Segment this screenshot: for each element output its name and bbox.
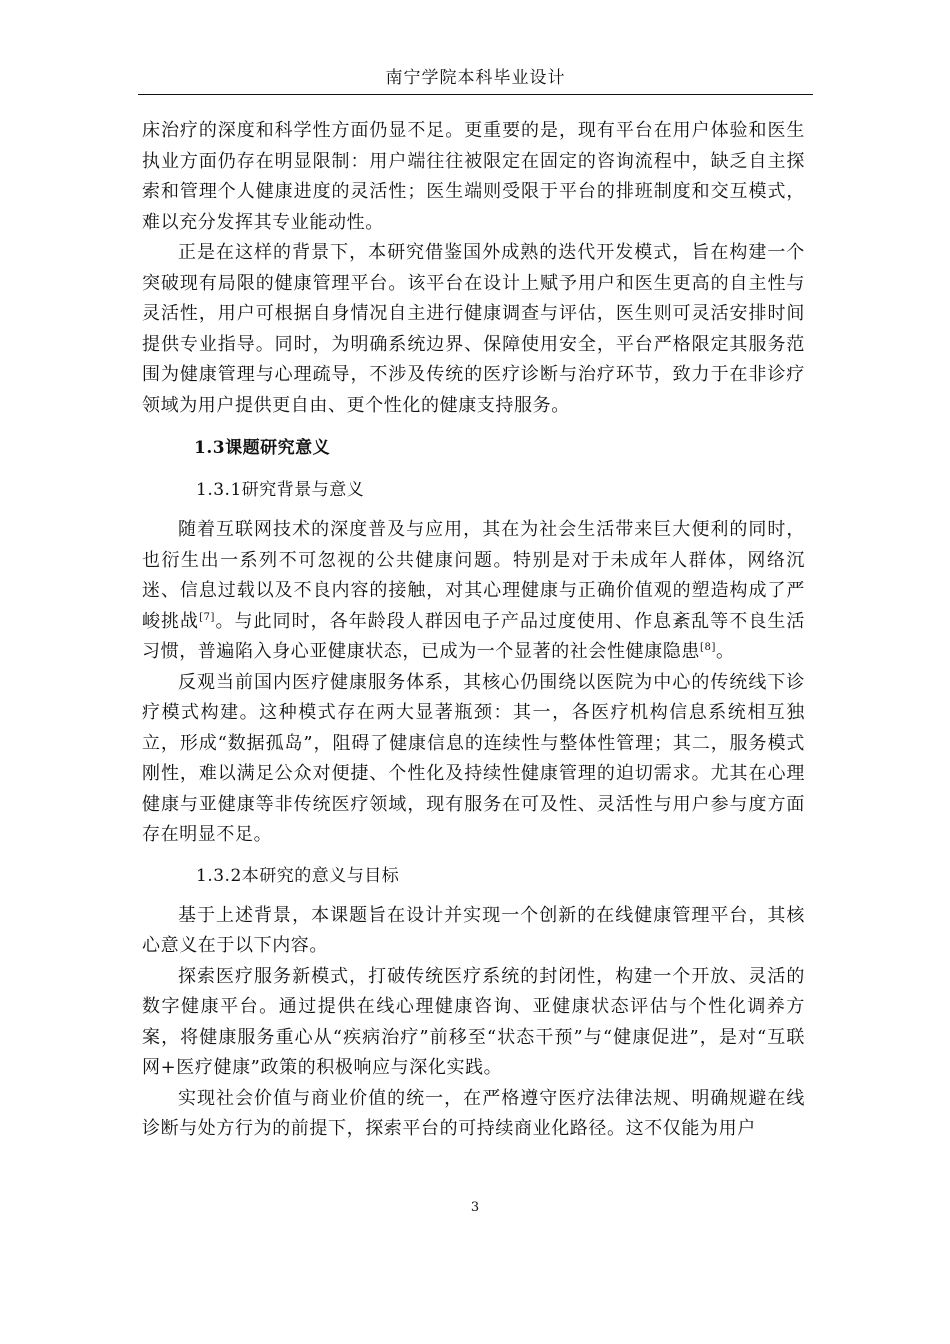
citation-ref-7: [7] (199, 611, 216, 623)
paragraph-value: 实现社会价值与商业价值的统一，在严格遵守医疗法律法规、明确规避在线诊断与处方行为的前提下，探索平台的可持续商业化路径。这不仅能为用户 (142, 1087, 805, 1139)
paragraph-text: 。与此同时，各年龄段人群因电子产品过度使用、作息紊乱等不良生活习惯，普遍陷入身心亚健康状态，已成为一个显著的社会性健康隐患 (142, 610, 805, 662)
subsection-heading-1-3-2: 1.3.2本研究的意义与目标 (196, 865, 400, 886)
paragraph-medical-system: 反观当前国内医疗健康服务体系，其核心仍围绕以医院为中心的传统线下诊疗模式构建。这种模式存在两大显著瓶颈：其一，各医疗机构信息系统相互独立，形成“数据孤岛”，阻碍了健康信息的连续性与整体性管理；其二，服务模式刚性，难以满足公众对便捷、个性化及持续性健康管理的迫切需求。尤其在心理健康与亚健康等非传统医疗领域，现有服务在可及性、灵活性与用户参与度方面存在明显不足。 (142, 671, 805, 845)
page-header-title: 南宁学院本科毕业设计 (385, 68, 566, 88)
paragraph-background: 正是在这样的背景下，本研究借鉴国外成熟的迭代开发模式，旨在构建一个突破现有局限的健康管理平台。该平台在设计上赋予用户和医生更高的自主性与灵活性，用户可根据自身情况自主进行健康调查与评估，医生则可灵活安排时间提供专业指导。同时，为明确系统边界、保障使用安全，平台严格限定其服务范围为健康管理与心理疏导，不涉及传统的医疗诊断与治疗环节，致力于在非诊疗领域为用户提供更自由、更个性化的健康支持服务。 (142, 242, 805, 416)
page-number: 3 (470, 1200, 480, 1215)
paragraph-goal-intro: 基于上述背景，本课题旨在设计并实现一个创新的在线健康管理平台，其核心意义在于以下内容。 (142, 904, 805, 956)
paragraph-new-model: 探索医疗服务新模式，打破传统医疗系统的封闭性，构建一个开放、灵活的数字健康平台。通过提供在线心理健康咨询、亚健康状态评估与个性化调养方案，将健康服务重心从“疾病治疗”前移至“状态干预”与“健康促进”，是对“互联网+医疗健康”政策的积极响应与深化实践。 (142, 965, 805, 1078)
paragraph-text: 随着互联网技术的深度普及与应用，其在为社会生活带来巨大便利的同时，也衍生出一系列不可忽视的公共健康问题。特别是对于未成年人群体，网络沉迷、信息过载以及不良内容的接触，对其心理健康与正确价值观的塑造构成了严峻挑战 (142, 519, 805, 632)
paragraph-continued: 床治疗的深度和科学性方面仍显不足。更重要的是，现有平台在用户体验和医生执业方面仍存在明显限制：用户端往往被限定在固定的咨询流程中，缺乏自主探索和管理个人健康进度的灵活性；医生端则受限于平台的排班制度和交互模式，难以充分发挥其专业能动性。 (142, 120, 805, 233)
document-body (142, 116, 805, 1145)
paragraph-text: 。 (715, 641, 735, 662)
header-divider (138, 94, 813, 95)
subsection-heading-1-3-1: 1.3.1研究背景与意义 (196, 480, 365, 500)
section-heading-1-3: 1.3课题研究意义 (194, 438, 331, 458)
citation-ref-8: [8] (700, 642, 716, 653)
paragraph-internet-health (142, 515, 805, 668)
